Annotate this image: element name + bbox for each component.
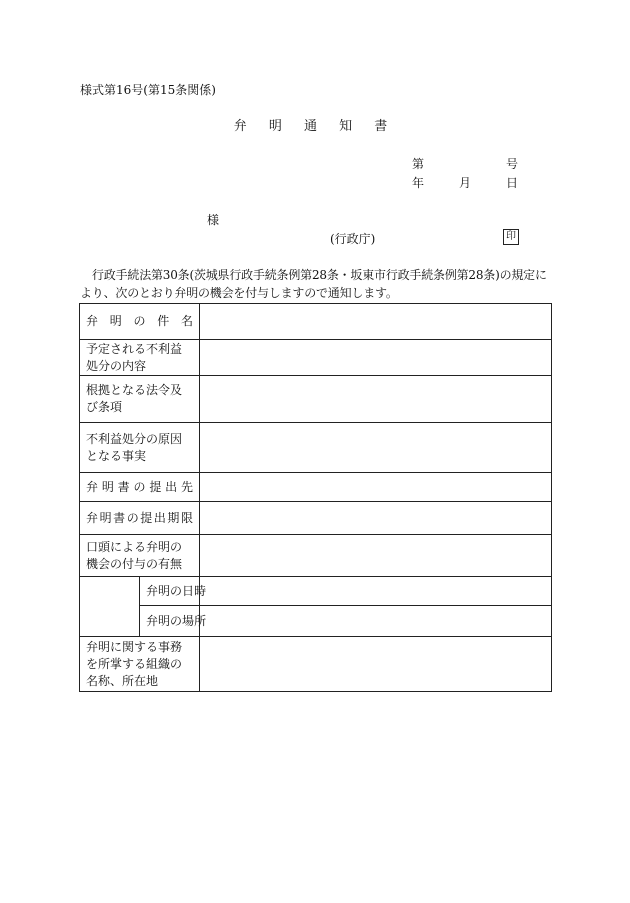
label-char: 弁 bbox=[86, 479, 99, 494]
label-char: 所 bbox=[194, 613, 207, 628]
label-char: 弁 bbox=[86, 314, 99, 328]
number-suffix: 号 bbox=[506, 157, 519, 171]
label-char: の bbox=[170, 583, 183, 598]
label-char: 期 bbox=[167, 510, 180, 525]
office-value[interactable] bbox=[200, 637, 552, 692]
label-char: 弁 bbox=[86, 510, 99, 525]
form-number: 様式第16号(第15条関係) bbox=[80, 83, 216, 97]
seal-mark: 印 bbox=[503, 229, 519, 245]
label-char: 件 bbox=[157, 314, 170, 328]
facts-label: 不利益処分の原因となる事実 bbox=[80, 423, 200, 473]
place-label bbox=[140, 606, 207, 637]
case-name-label bbox=[80, 304, 200, 340]
legal-basis-label: 根拠となる法令及び条項 bbox=[80, 376, 200, 423]
office-label: 弁明に関する事務を所掌する組織の名称、所在地 bbox=[80, 637, 200, 692]
planned-disposition-label: 予定される不利益処分の内容 bbox=[80, 340, 200, 376]
table-row bbox=[80, 423, 552, 473]
datetime-value[interactable] bbox=[200, 577, 552, 606]
date-month-label: 月 bbox=[459, 176, 472, 190]
place-value[interactable] bbox=[200, 606, 552, 637]
label-char: 名 bbox=[180, 314, 193, 328]
label-char: の bbox=[133, 479, 146, 494]
table-row bbox=[80, 577, 552, 606]
table-row bbox=[80, 304, 552, 340]
sender-agency: (行政庁) bbox=[330, 232, 376, 246]
date-year-label: 年 bbox=[412, 176, 425, 190]
intro-paragraph: 行政手続法第30条(茨城県行政手続条例第28条・坂東市行政手続条例第28条)の規定により、次のとおり弁明の機会を付与しますので通知します。 bbox=[80, 268, 547, 300]
submission-dest-label bbox=[80, 473, 200, 502]
planned-disposition-value[interactable] bbox=[200, 340, 552, 376]
sub-item-indent bbox=[80, 577, 140, 637]
oral-opportunity-label: 口頭による弁明の機会の付与の有無 bbox=[80, 535, 200, 577]
label-char: 明 bbox=[101, 479, 114, 494]
legal-basis-value[interactable] bbox=[200, 376, 552, 423]
table-row bbox=[80, 473, 552, 502]
table-row bbox=[80, 606, 552, 637]
case-name-value[interactable] bbox=[200, 304, 552, 340]
label-char: 弁 bbox=[146, 613, 159, 628]
notice-form-table bbox=[79, 303, 552, 692]
facts-value[interactable] bbox=[200, 423, 552, 473]
label-char: 書 bbox=[117, 479, 130, 494]
label-char: 出 bbox=[153, 510, 166, 525]
label-char: 出 bbox=[165, 479, 178, 494]
label-char: の bbox=[170, 613, 183, 628]
submission-deadline-label bbox=[80, 502, 200, 535]
oral-opportunity-value[interactable] bbox=[200, 535, 552, 577]
table-row bbox=[80, 502, 552, 535]
label-char: の bbox=[126, 510, 139, 525]
label-char: の bbox=[133, 314, 146, 328]
table-row bbox=[80, 376, 552, 423]
table-row bbox=[80, 340, 552, 376]
label-char: 明 bbox=[158, 583, 171, 598]
label-char: 明 bbox=[99, 510, 112, 525]
datetime-label bbox=[140, 577, 207, 606]
label-char: 日 bbox=[182, 583, 195, 598]
number-prefix: 第 bbox=[412, 157, 425, 171]
submission-deadline-value[interactable] bbox=[200, 502, 552, 535]
table-row bbox=[80, 637, 552, 692]
label-char: 明 bbox=[109, 314, 122, 328]
label-char: 弁 bbox=[146, 583, 159, 598]
label-char: 先 bbox=[180, 479, 193, 494]
label-char: 明 bbox=[158, 613, 171, 628]
label-char: 限 bbox=[180, 510, 193, 525]
table-row bbox=[80, 535, 552, 577]
label-char: 時 bbox=[194, 583, 207, 598]
label-char: 場 bbox=[182, 613, 195, 628]
label-char: 提 bbox=[140, 510, 153, 525]
document-title: 弁 明 通 知 書 bbox=[233, 119, 397, 134]
label-char: 提 bbox=[149, 479, 162, 494]
date-day-label: 日 bbox=[506, 176, 519, 190]
addressee-suffix: 様 bbox=[207, 213, 220, 227]
submission-dest-value[interactable] bbox=[200, 473, 552, 502]
label-char: 書 bbox=[113, 510, 126, 525]
